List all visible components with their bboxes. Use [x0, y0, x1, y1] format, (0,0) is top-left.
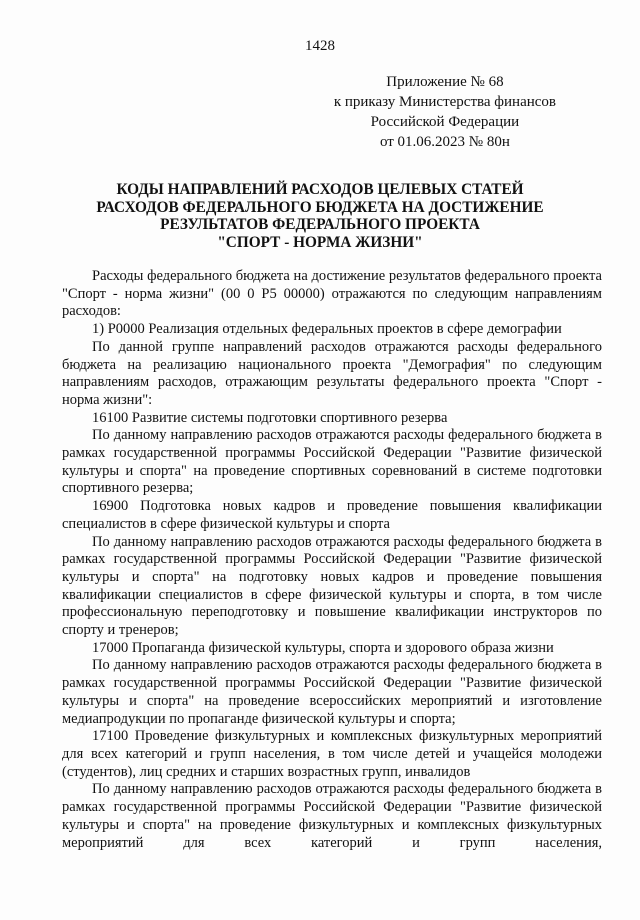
paragraph-code-description: По данному направлению расходов отражаются расходы федерального бюджета в рамках государственной программы Российской Федерации "Развитие физической культуры и спорта" на проведение спортивных соревнований в системе подготовки спортивного резерва;	[62, 427, 602, 497]
annex-line: Приложение № 68	[386, 74, 504, 90]
annex-line: от 01.06.2023 № 80н	[379, 134, 510, 150]
document-body	[62, 268, 602, 852]
paragraph-code-heading: 16100 Развитие системы подготовки спортивного резерва	[92, 409, 448, 426]
paragraph-code-heading: 17000 Пропаганда физической культуры, спорта и здорового образа жизни	[92, 639, 554, 656]
paragraph-code-description: По данному направлению расходов отражаются расходы федерального бюджета в рамках государственной программы Российской Федерации "Развитие физической культуры и спорта" на подготовку новых кадров и проведение повышения квалификации специалистов в сфере физической культуры и спорта, в том числе профессиональную переподготовку и повышение квалификации инструкторов по спорту и тренеров;	[62, 533, 602, 639]
paragraph-code-description: По данному направлению расходов отражаются расходы федерального бюджета в рамках государственной программы Российской Федерации "Развитие физической культуры и спорта" на проведение физкультурных и комплексных физкультурных мероприятий для всех категорий и групп населения,	[62, 781, 602, 851]
paragraph-code-description: По данному направлению расходов отражаются расходы федерального бюджета в рамках государственной программы Российской Федерации "Развитие физической культуры и спорта" на проведение всероссийских мероприятий и изготовление медиапродукции по пропаганде физической культуры и спорта;	[62, 657, 602, 727]
annex-line: Российской Федерации	[370, 114, 520, 130]
title-line: РАСХОДОВ ФЕДЕРАЛЬНОГО БЮДЖЕТА НА ДОСТИЖЕНИЕ	[96, 198, 544, 216]
paragraph-code-heading: 17100 Проведение физкультурных и комплексных физкультурных мероприятий для всех категорий и групп населения, в том числе детей и учащейся молодежи (студентов), лиц средних и старших возрастных групп, инвалидов	[62, 728, 602, 780]
annex-line: к приказу Министерства финансов	[333, 94, 556, 110]
paragraph-group-heading: 1) P0000 Реализация отдельных федеральных проектов в сфере демографии	[92, 321, 562, 338]
paragraph-intro: Расходы федерального бюджета на достижение результатов федерального проекта "Спорт - норма жизни" (00 0 P5 00000) отражаются по следующим направлениям расходов:	[62, 268, 602, 320]
title-line: "СПОРТ - НОРМА ЖИЗНИ"	[217, 233, 423, 251]
page-number: 1428	[305, 38, 335, 54]
paragraph-code-heading: 16900 Подготовка новых кадров и проведение повышения квалификации специалистов в сфере физической культуры и спорта	[62, 498, 602, 532]
title-line: РЕЗУЛЬТАТОВ ФЕДЕРАЛЬНОГО ПРОЕКТА	[160, 216, 480, 233]
annex-block	[334, 72, 556, 152]
document-title	[60, 181, 580, 251]
paragraph-group-description: По данной группе направлений расходов отражаются расходы федерального бюджета на реализацию национального проекта "Демография" по следующим направлениям расходов, отражающим результаты федерального проекта "Спорт - норма жизни":	[62, 338, 602, 408]
title-line: КОДЫ НАПРАВЛЕНИЙ РАСХОДОВ ЦЕЛЕВЫХ СТАТЕЙ	[116, 181, 524, 198]
